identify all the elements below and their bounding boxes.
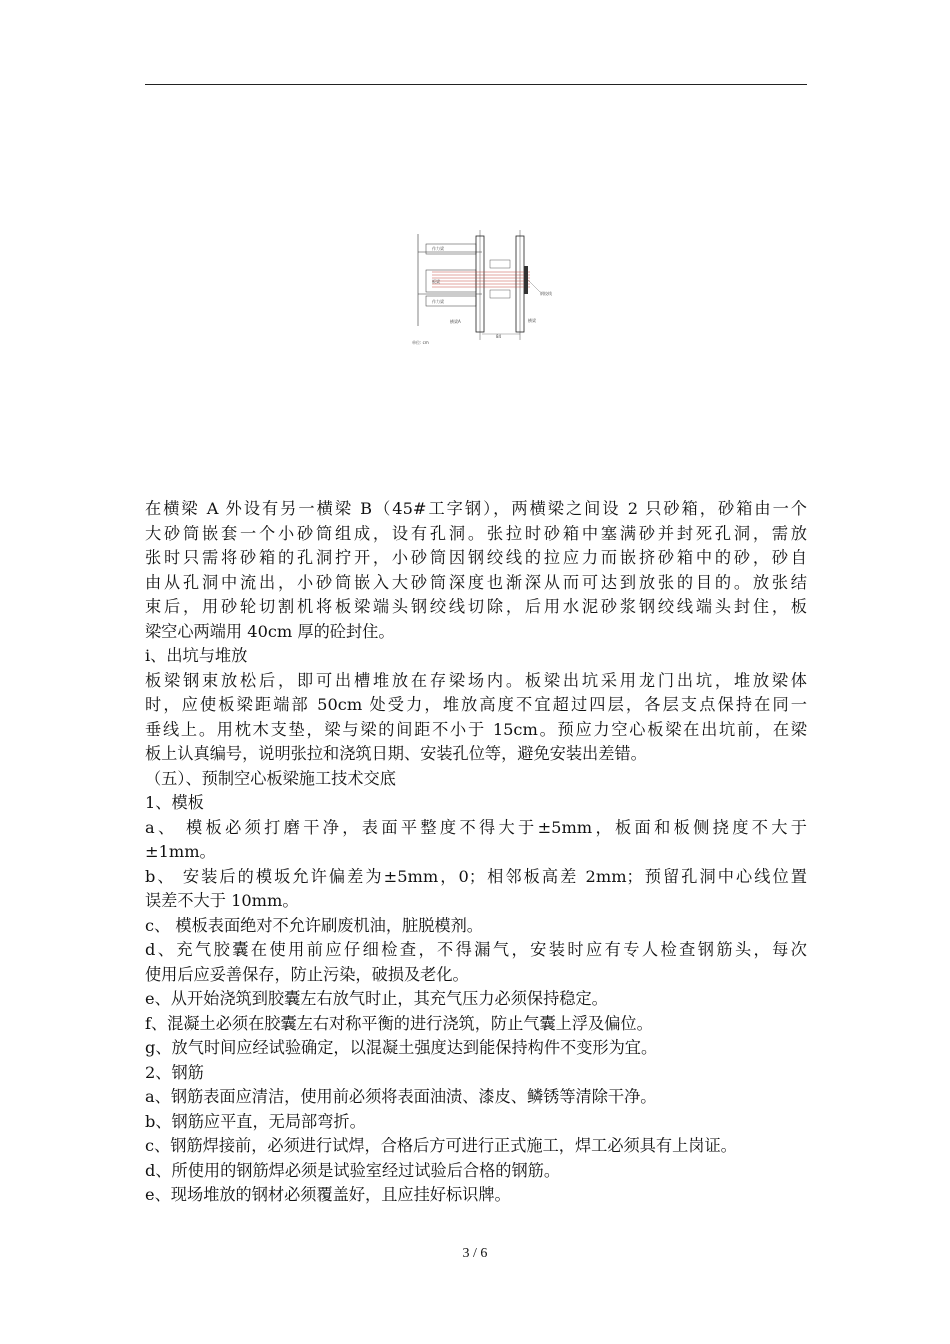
- paragraph: [145, 1061, 807, 1086]
- paragraph: [145, 987, 807, 1012]
- paragraph: [145, 816, 807, 865]
- text-line: e、从开始浇筑到胶囊左右放气时止，其充气压力必须保持稳定。: [145, 989, 608, 1008]
- text-line: 1、模板: [145, 793, 204, 812]
- paragraph: [145, 865, 807, 914]
- label-bottom-beam: 作力梁: [432, 299, 444, 304]
- text-line: d、充气胶囊在使用前应仔细检查，不得漏气，安装时应有专人检查钢筋头，每次: [145, 940, 807, 959]
- text-line: c、钢筋焊接前，必须进行试焊，合格后方可进行正式施工，焊工必须具有上岗证。: [145, 1136, 737, 1155]
- paragraph: [145, 644, 807, 669]
- paragraph: [145, 1085, 807, 1110]
- paragraph: [145, 767, 807, 792]
- text-line: 误差不大于 10mm。: [145, 891, 299, 910]
- text-line: b、 安装后的模坂允许偏差为±5mm，0；相邻板高差 2mm；预留孔洞中心线位置: [145, 866, 807, 886]
- text-line: 束后，用砂轮切割机将板梁端头钢绞线切除，后用水泥砂浆钢绞线端头封住，板: [145, 597, 807, 616]
- text-line: ±1mm。: [145, 842, 216, 861]
- page-number: 3 / 6: [462, 1246, 488, 1261]
- paragraph: [145, 1036, 807, 1061]
- paragraph: [145, 1012, 807, 1037]
- paragraph: [145, 791, 807, 816]
- text-line: 时，应使板梁距端部 50cm 处受力，堆放高度不宜超过四层，各层支点保持在同一: [145, 695, 807, 714]
- text-line: 梁空心两端用 40cm 厚的砼封住。: [145, 621, 395, 641]
- label-beam-b: 横梁: [528, 318, 536, 323]
- text-line: f、混凝土必须在胶囊左右对称平衡的进行浇筑，防止气囊上浮及偏位。: [145, 1013, 653, 1033]
- text-line: d、所使用的钢筋焊必须是试验室经过试验后合格的钢筋。: [145, 1160, 561, 1180]
- paragraph: [145, 914, 807, 939]
- text-line: i、出坑与堆放: [145, 646, 248, 665]
- label-beam-a: 横梁A: [450, 319, 461, 324]
- document-body: [145, 497, 807, 1208]
- text-line: 板梁钢束放松后，即可出槽堆放在存梁场内。板梁出坑采用龙门出坑，堆放梁体: [145, 670, 807, 690]
- paragraph: [145, 1110, 807, 1135]
- text-line: 张时只需将砂箱的孔洞拧开，小砂筒因钢绞线的拉应力而嵌挤砂箱中的砂，砂自: [145, 548, 807, 567]
- tensioning-diagram: [412, 230, 572, 348]
- text-line: （五）、预制空心板梁施工技术交底: [145, 768, 396, 788]
- label-top-beam: 作力梁: [432, 246, 444, 251]
- header-rule: [145, 84, 807, 85]
- text-line: e、现场堆放的钢材必须覆盖好，且应挂好标识牌。: [145, 1185, 511, 1204]
- paragraph: [145, 1134, 807, 1159]
- text-line: 垂线上。用枕木支垫，梁与梁的间距不小于 15cm。预应力空心板梁在出坑前，在梁: [145, 719, 807, 739]
- paragraph: [145, 1183, 807, 1208]
- text-line: c、 模板表面绝对不允许刷废机油，脏脱模剂。: [145, 915, 483, 935]
- text-line: g、放气时间应经试验确定，以混凝土强度达到能保持构件不变形为宜。: [145, 1038, 658, 1057]
- text-line: 大砂筒嵌套一个小砂筒组成，设有孔洞。张拉时砂箱中塞满砂并封死孔洞，需放: [145, 523, 807, 543]
- label-dimension: 84: [496, 334, 502, 339]
- text-line: 在横梁 A 外设有另一横梁 B（45#工字钢），两横梁之间设 2 只砂箱，砂箱由一个: [145, 499, 807, 518]
- paragraph: [145, 669, 807, 767]
- paragraph: [145, 938, 807, 987]
- paragraph: [145, 497, 807, 644]
- label-unit: 单位: cm: [412, 340, 429, 345]
- text-line: a、钢筋表面应清洁，使用前必须将表面油渍、漆皮、鳞锈等清除干净。: [145, 1087, 657, 1106]
- text-line: 2、钢筋: [145, 1062, 204, 1082]
- text-line: b、钢筋应平直，无局部弯折。: [145, 1111, 366, 1131]
- paragraph: [145, 1159, 807, 1184]
- text-line: 由从孔洞中流出，小砂筒嵌入大砂筒深度也渐深从而可达到放张的目的。放张结: [145, 572, 807, 592]
- text-line: 使用后应妥善保存，防止污染，破损及老化。: [145, 964, 469, 984]
- text-line: a、 模板必须打磨干净，表面平整度不得大于±5mm，板面和板侧挠度不大于: [145, 817, 807, 837]
- label-middle-beam: 板梁: [432, 279, 440, 284]
- label-strand: 钢绞线: [540, 291, 552, 296]
- text-line: 板上认真编号，说明张拉和浇筑日期、安装孔位等，避免安装出差错。: [145, 744, 647, 763]
